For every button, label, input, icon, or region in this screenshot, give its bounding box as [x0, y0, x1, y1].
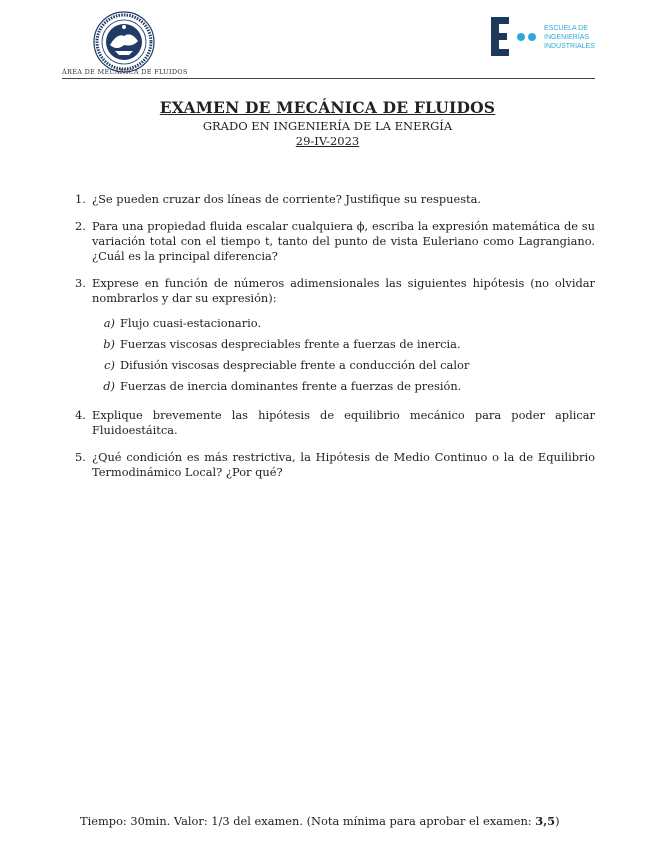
footer-prefix: Tiempo: 30min. Valor: 1/3 del examen. (Nota mínima para aprobar el examen: — [80, 814, 536, 828]
question-list — [75, 192, 595, 492]
logo-text-line2: INGENIERÍAS — [544, 34, 590, 41]
logo-text-line1: ESCUELA DE — [544, 25, 588, 32]
university-seal-icon — [93, 11, 155, 73]
department-label: ÁREA DE MECÁNICA DE FLUIDOS — [62, 68, 188, 76]
exam-subtitle: GRADO EN INGENIERÍA DE LA ENERGÍA — [202, 119, 453, 133]
question-number: 2. — [75, 219, 86, 233]
sub-item — [102, 337, 595, 352]
sub-item-list — [102, 316, 595, 394]
question-3 — [75, 276, 595, 400]
question-text: Para una propiedad fluida escalar cualquiera ϕ, escriba la expresión matemática de su variación total con el tiempo t, tanto del punto de vista Euleriano como Lagrangiano. ¿Cuál es la principal diferencia? — [92, 219, 595, 263]
logo-text-line3: INDUSTRIALES — [544, 43, 595, 50]
sub-item — [102, 358, 595, 373]
question-number: 1. — [75, 192, 86, 206]
question-text: Exprese en función de números adimensionales las siguientes hipótesis (no olvidar nombrarlos y dar su expresión): — [92, 276, 595, 305]
question-2 — [75, 219, 595, 264]
sub-item-letter: c) — [104, 358, 115, 372]
sub-item-letter: b) — [103, 337, 115, 351]
sub-item — [102, 316, 595, 331]
question-4 — [75, 408, 595, 438]
question-number: 5. — [75, 450, 86, 464]
sub-item-text: Fuerzas de inercia dominantes frente a fuerzas de presión. — [120, 379, 462, 393]
minimum-grade: 3,5 — [535, 814, 556, 828]
question-number: 3. — [75, 276, 86, 290]
sub-item-text: Fuerzas viscosas despreciables frente a fuerzas de inercia. — [120, 337, 461, 351]
sub-item-text: Flujo cuasi-estacionario. — [120, 316, 262, 330]
question-1 — [75, 192, 595, 207]
exam-footer — [80, 814, 560, 828]
question-text: ¿Qué condición es más restrictiva, la Hipótesis de Medio Continuo o la de Equilibrio Termodinámico Local? ¿Por qué? — [92, 450, 595, 479]
question-body — [92, 276, 595, 400]
school-logo — [491, 17, 601, 57]
question-text: Explique brevemente las hipótesis de equilibrio mecánico para poder aplicar Fluidoestáitca. — [92, 408, 595, 437]
title-block — [0, 98, 655, 148]
question-5 — [75, 450, 595, 480]
header-divider — [62, 78, 595, 79]
footer-suffix: ) — [555, 814, 560, 828]
question-number: 4. — [75, 408, 86, 422]
sub-item — [102, 379, 595, 394]
question-text: ¿Se pueden cruzar dos líneas de corriente? Justifique su respuesta. — [92, 192, 482, 206]
sub-item-letter: a) — [103, 316, 115, 330]
sub-item-text: Difusión viscosas despreciable frente a conducción del calor — [120, 358, 470, 372]
exam-date: 29-IV-2023 — [295, 134, 360, 148]
sub-item-letter: d) — [103, 379, 115, 393]
exam-title: EXAMEN DE MECÁNICA DE FLUIDOS — [159, 98, 496, 117]
